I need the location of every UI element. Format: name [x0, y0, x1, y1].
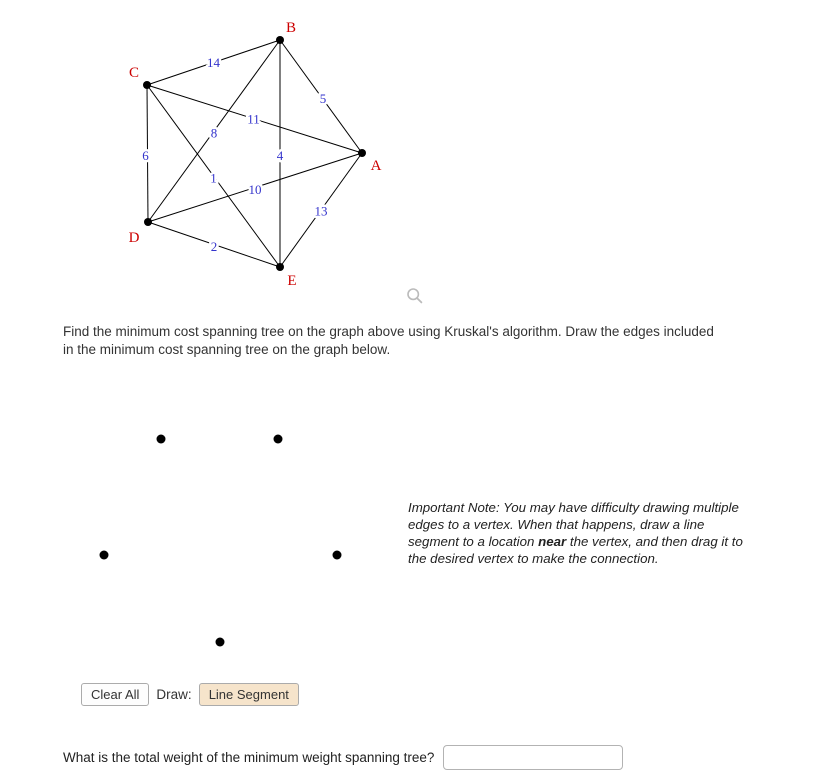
line-segment-button[interactable]: Line Segment — [199, 683, 299, 706]
drawing-canvas[interactable] — [0, 390, 400, 685]
graph-vertex-E — [276, 263, 284, 271]
weighted-graph — [0, 0, 460, 310]
blank-graph-vertex[interactable] — [157, 435, 166, 444]
zoom-icon-handle — [417, 298, 421, 302]
vertex-label-B: B — [285, 20, 297, 36]
blank-graph-vertex[interactable] — [100, 551, 109, 560]
drawing-toolbar — [81, 683, 299, 706]
blank-graph-vertex[interactable] — [274, 435, 283, 444]
edge-weight-BE: 4 — [276, 148, 284, 163]
blank-graph-vertex[interactable] — [333, 551, 342, 560]
vertex-label-D: D — [128, 230, 140, 246]
graph-vertex-C — [143, 81, 151, 89]
edge-weight-BD: 8 — [210, 125, 218, 141]
important-note-part1: Important Note: You may have difficulty drawing multiple edges to a vertex. When that happens, draw a line segment to a location — [408, 500, 739, 549]
edge-weight-CE: 1 — [210, 170, 217, 186]
edge-weight-AE: 13 — [314, 203, 328, 219]
important-note-bold: near — [538, 534, 567, 549]
blank-graph-vertex[interactable] — [216, 638, 225, 647]
edge-weight-CB: 14 — [207, 55, 220, 70]
question-prompt: What is the total weight of the minimum weight spanning tree? — [63, 750, 435, 765]
graph-vertex-B — [276, 36, 284, 44]
instructions-text: Find the minimum cost spanning tree on the graph above using Kruskal's algorithm. Draw the edges included in the minimum cost spanning tree on the graph below. — [63, 324, 714, 357]
edge-weight-BA: 5 — [319, 91, 327, 106]
vertex-label-E: E — [287, 273, 297, 289]
vertex-label-A: A — [370, 158, 382, 174]
draw-label: Draw: — [156, 687, 192, 702]
edge-weight-DA: 10 — [248, 182, 262, 197]
question-row — [63, 745, 623, 770]
important-note-part2: the vertex, and then drag it to the desired vertex to make the connection. — [408, 534, 743, 566]
vertex-label-C: C — [128, 65, 140, 81]
edge-weight-CD: 6 — [142, 148, 149, 163]
clear-all-button[interactable]: Clear All — [81, 683, 149, 706]
graph-vertex-A — [358, 149, 366, 157]
total-weight-input[interactable] — [443, 745, 623, 770]
zoom-icon[interactable] — [406, 287, 424, 305]
edge-weight-CA: 11 — [247, 111, 260, 127]
graph-vertex-D — [144, 218, 152, 226]
edge-weight-DE: 2 — [210, 239, 218, 254]
important-note — [408, 499, 750, 567]
